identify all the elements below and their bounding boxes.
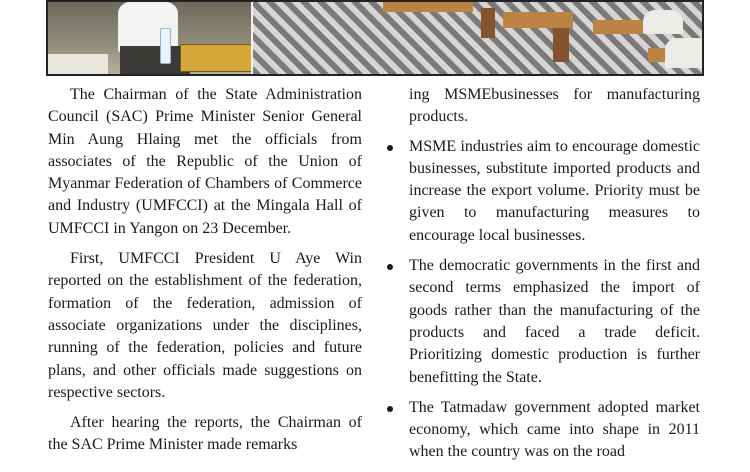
hall-chair — [481, 8, 495, 38]
water-bottle — [160, 28, 171, 64]
bullet-text: MSME industries aim to encourage domestic businesses, substitute imported products and increase the export volume. Priority must be given to manufacturing measures to encourage local businesses. — [409, 137, 700, 244]
article-continuation: ing MSMEbusinesses for manufacturing products. — [409, 86, 700, 126]
bullet-text: The democratic governments in the first and second terms emphasized the import of goods rather than the manufacturing of the products and faced a trade deficit. Prioritizing domestic production is further benefitting the State. — [409, 257, 700, 386]
hall-chair — [553, 28, 569, 62]
bullet-icon — [387, 406, 393, 412]
article-paragraph: After hearing the reports, the Chairman of the SAC Prime Minister made remarks — [48, 414, 362, 454]
tissue-box — [180, 44, 252, 72]
bullet-text: The Tatmadaw government adopted market economy, which came into shape in 2011 when the country was on the road — [409, 398, 700, 461]
article-left-column — [48, 84, 362, 465]
bullet-icon — [387, 145, 393, 151]
bullet-list — [409, 136, 700, 464]
article-paragraph: First, UMFCCI President U Aye Win reported on the establishment of the federation, formation of the federation, admission of associate organizations under the disciplines, running of the federation, policies and future plans, and other officials made suggestions on respective sectors. — [48, 250, 362, 401]
photo-speaker-scene — [48, 2, 253, 74]
article-right-column — [409, 84, 700, 472]
bullet-item — [409, 255, 700, 389]
attendee-figure — [643, 10, 683, 34]
papers — [48, 54, 108, 74]
attendee-figure — [665, 38, 704, 68]
news-photo — [46, 0, 704, 76]
article-paragraph: The Chairman of the State Administration Council (SAC) Prime Minister Senior General Min Aung Hlaing met the officials from associates of the Republic of the Union of Myanmar Federation of Chambers of Commerce and Industry (UMFCCI) at the Mingala Hall of UMFCCI in Yangon on 23 December. — [48, 86, 362, 237]
hall-table — [503, 12, 573, 28]
photo-hall-scene — [253, 2, 702, 74]
bullet-item — [409, 397, 700, 464]
bullet-item — [409, 136, 700, 247]
hall-table — [383, 2, 473, 12]
bullet-icon — [387, 264, 393, 270]
